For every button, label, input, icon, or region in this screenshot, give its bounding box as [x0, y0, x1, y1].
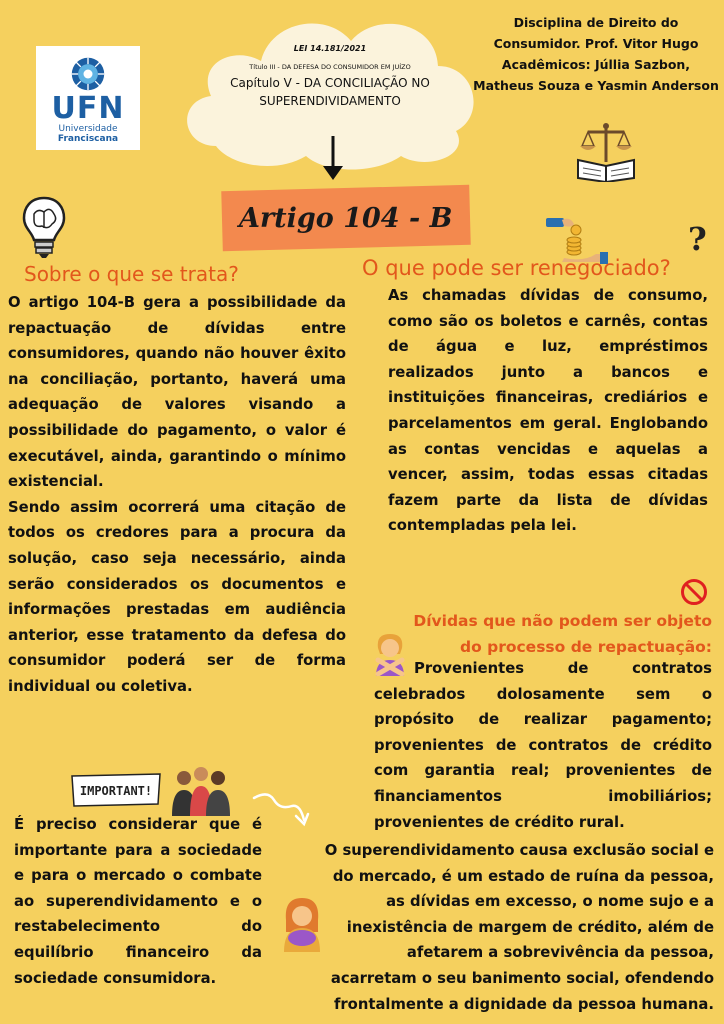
scale-book-icon: [574, 120, 638, 182]
dividas-text: Provenientes de contratos celebrados dolosamente sem o propósito de realizar pagamento; provenientes de contratos de crédito com garantia real; provenientes de financiamentos imobiliários; provenientes de crédito rural.: [374, 660, 712, 831]
right-heading: O que pode ser renegociado?: [362, 256, 671, 280]
lei-number: LEI 14.181/2021: [293, 44, 367, 53]
cloud-text: [198, 44, 462, 110]
super-line-3: as dívidas em excesso, o nome sujo e a: [386, 893, 714, 911]
ufn-logo-icon: [70, 56, 106, 92]
left-heading: Sobre o que se trata?: [24, 262, 239, 286]
super-line-5: afetarem a sobrevivência da pessoa,: [406, 944, 714, 962]
credits-line-2: Consumidor. Prof. Vitor Hugo: [493, 36, 699, 51]
title-banner: [221, 185, 470, 251]
titulo-text: Título III - DA DEFESA DO CONSUMIDOR EM JUÍZO: [249, 63, 411, 71]
super-line-1: O superendividamento causa exclusão social e: [324, 842, 714, 859]
dividas-heading: [376, 608, 712, 660]
important-badge-text: IMPORTANT!: [79, 784, 153, 798]
left-text-paragraph-1: O artigo 104-B gera a possibilidade da repactuação de dívidas entre consumidores, quando não houver êxito na conciliação, portanto, haverá uma adequação de valores visando a possibilidade do pagamento, o valor é executável, ainda, garantindo o mínimo existencial.: [8, 294, 346, 491]
arrow-down-icon: [320, 134, 346, 182]
credits: [470, 12, 722, 96]
ufn-logo: [36, 46, 140, 150]
super-line-7: frontalmente a dignidade da pessoa humana.: [333, 995, 714, 1013]
important-text: É preciso considerar que é importante para a sociedade e para o mercado o combate ao superendividamento e o restabelecimento do equilíbrio financeiro da sociedade consumidora.: [14, 816, 262, 987]
capitulo-line-2: SUPERENDIVIDAMENTO: [259, 94, 401, 108]
logo-name: UFN: [51, 91, 125, 126]
left-text: [8, 290, 346, 700]
dividas-heading-line-1: Dívidas que não podem ser objeto: [413, 612, 712, 630]
credits-line-3: Acadêmicos: Júllia Sazbon,: [501, 57, 691, 72]
no-entry-icon: [680, 578, 708, 606]
important-badge: [70, 772, 162, 808]
brain-bulb-icon: [22, 196, 66, 260]
superendividamento-text: [304, 838, 714, 1017]
people-group-icon: [170, 764, 232, 816]
super-line-4: inexistência de margem de crédito, além de: [346, 918, 714, 936]
banner-title: Artigo 104 - B: [239, 202, 453, 234]
super-line-6: acarretam o seu banimento social, ofendendo: [330, 969, 714, 987]
credits-line-4: Matheus Souza e Yasmin Anderson: [473, 78, 719, 93]
credits-line-1: Disciplina de Direito do: [513, 15, 679, 30]
capitulo-line-1: Capítulo V - DA CONCILIAÇÃO NO: [230, 76, 430, 90]
dividas-heading-line-2: do processo de repactuação:: [459, 638, 712, 656]
question-mark-icon: ?: [688, 220, 707, 258]
left-text-paragraph-2: Sendo assim ocorrerá uma citação de todos os credores para a procura da solução, caso seja necessário, ainda serão considerados os documentos e informações prestadas em audiência anterior, esse tratamento da defesa do consumidor poderá ser de forma individual ou coletiva.: [8, 498, 346, 695]
super-line-2: do mercado, é um estado de ruína da pessoa,: [332, 867, 714, 885]
logo-sub-2: Franciscana: [57, 134, 119, 144]
right-text: As chamadas dívidas de consumo, como são os boletos e carnês, contas de água e luz, empréstimos realizados junto a bancos e instituições financeiras, crediários e parcelamentos em geral. Englobando as contas vencidas e aquelas a vencer, assim, todas essas citadas fazem parte da lista de dívidas contempladas pela lei.: [388, 287, 708, 535]
logo-sub-1: Universidade: [58, 124, 118, 134]
